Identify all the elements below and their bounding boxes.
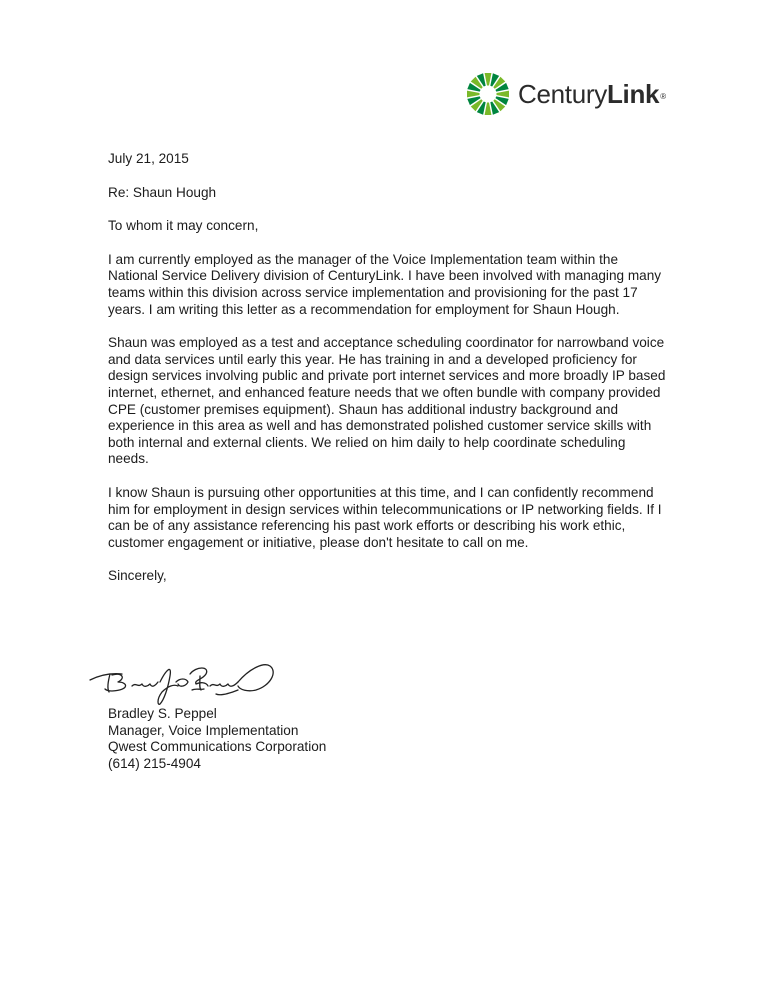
logo-burst-ray: [485, 73, 492, 86]
centurylink-burst-icon: [466, 71, 510, 117]
logo-word-century: Century: [518, 79, 607, 109]
logo-burst-ray: [485, 103, 492, 116]
letter-date: July 21, 2015: [108, 151, 189, 166]
signer-title: Manager, Voice Implementation: [108, 722, 299, 738]
letter-paragraph: I am currently employed as the manager of the Voice Implementation team within the National Service Delivery division of CenturyLink. I have been involved with managing many teams within this division across service implementation and provisioning for the past 17 years. I am writing this letter as a recommendation for employment for Shaun Hough.: [108, 251, 662, 317]
letter-body: [108, 151, 668, 585]
logo-burst-ray: [467, 91, 480, 98]
letter-salutation: To whom it may concern,: [108, 218, 259, 234]
logo-burst-ray: [497, 91, 510, 98]
letter-paragraph: Shaun was employed as a test and acceptance scheduling coordinator for narrowband voice and data services until early this year. He has training in and a developed proficiency for design services involving public and private port internet services and more broadly IP based internet, ethernet, and enhanced feature needs that we often bundle with company provided CPE (customer premises equipment). Shaun has additional industry background and experience in this area as well and has demonstrated polished customer service skills with both internal and external clients. We relied on him daily to help coordinate scheduling needs.: [108, 335, 666, 467]
signer-phone: (614) 215-4904: [108, 755, 201, 771]
signer-company: Qwest Communications Corporation: [108, 739, 327, 755]
letter-paragraph: I know Shaun is pursuing other opportunities at this time, and I can confidently recommend him for employment in design services within telecommunications or IP networking fields. If I can be of any assistance referencing his past work efforts or describing his work ethic, customer engagement or initiative, please don't hesitate to call on me.: [108, 484, 662, 550]
signer-name: Bradley S. Peppel: [108, 706, 217, 721]
handwritten-signature: [88, 660, 318, 710]
logo-registered-mark: ®: [660, 92, 666, 101]
centurylink-logo: [466, 71, 666, 117]
logo-wordmark: [518, 81, 666, 107]
signature-block: [108, 706, 326, 772]
logo-word-link: Link: [606, 79, 660, 109]
letter-subject: Re: Shaun Hough: [108, 184, 217, 200]
letter-closing: Sincerely,: [108, 568, 167, 584]
